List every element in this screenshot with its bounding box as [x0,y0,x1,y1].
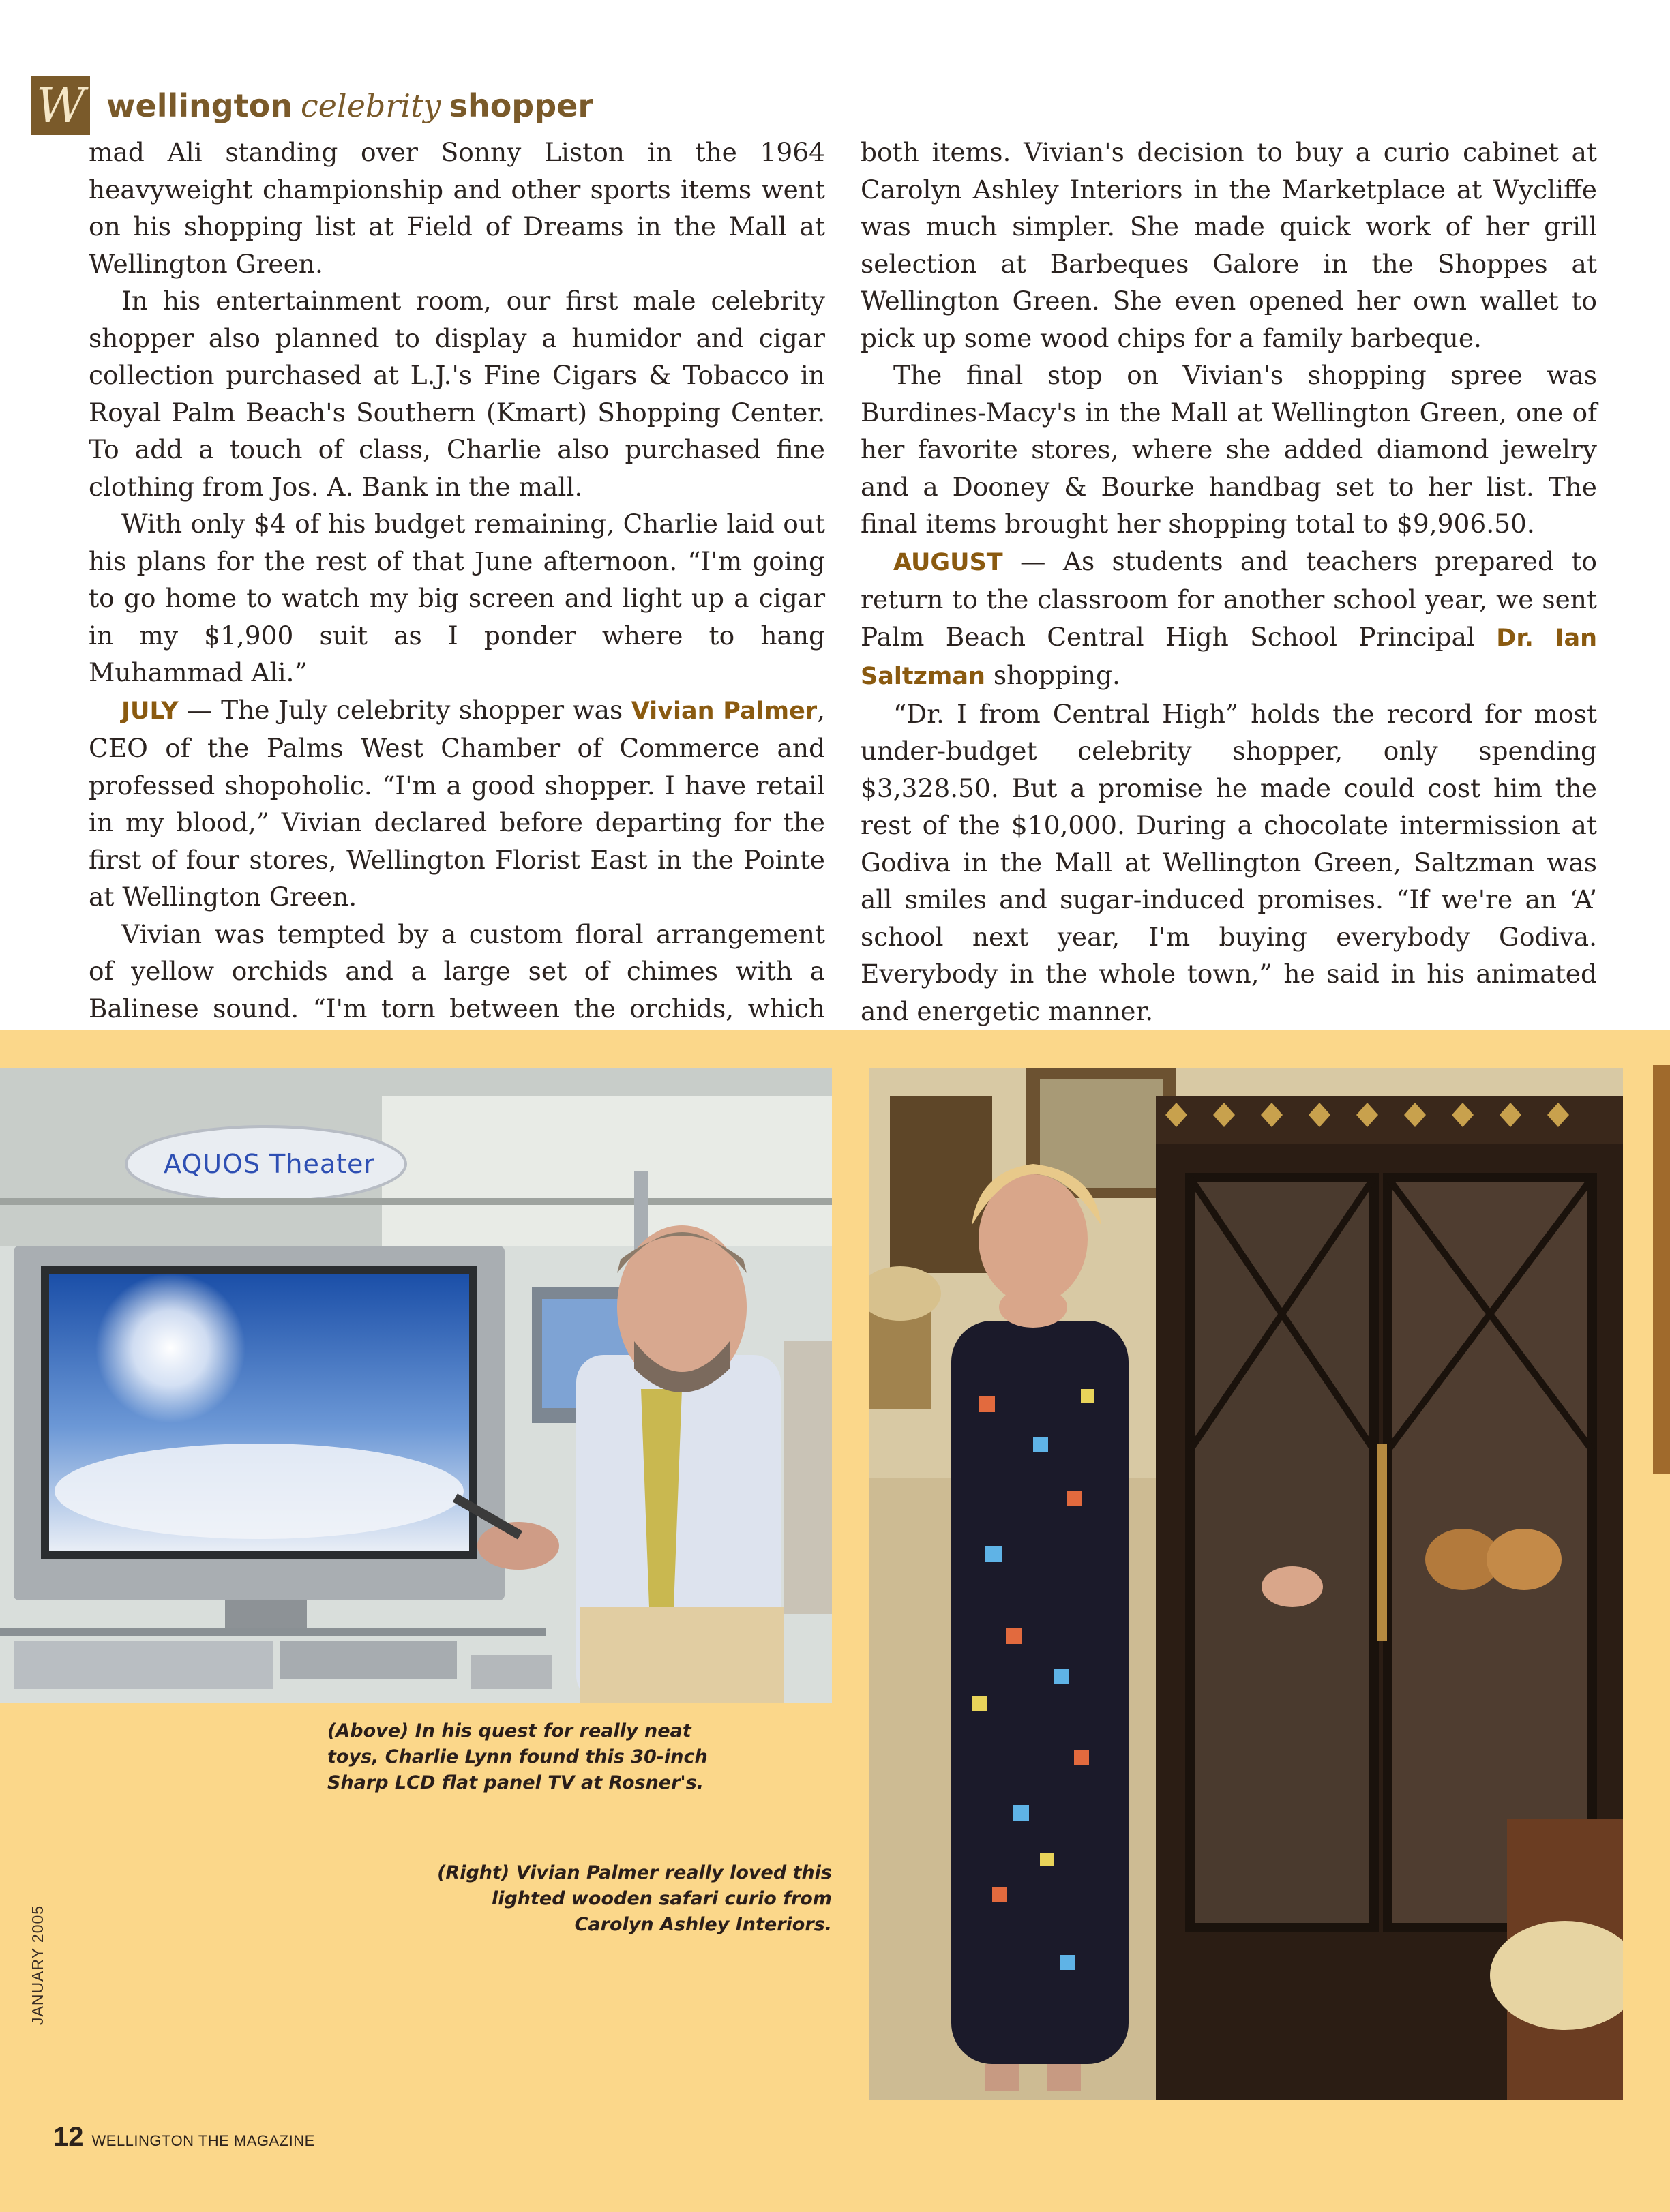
header-title-part2: celebrity [301,87,441,124]
paragraph: both items. Vivian's decision to buy a curio cabinet at Carolyn Ashley Interiors in the Marketplace at Wycliffe was much simpler. She made quick work of her grill selection at Barbeques Galore in the Shoppes at Wellington Green. She even opened her own wallet to pick up some wood chips for a family barbeque. [861,137,1597,353]
caption-above: (Above) In his quest for really neat toys, Charlie Lynn found this 30-inch Sharp LCD flat panel TV at Rosner's. [327,1720,708,1793]
photo-charlie-tv-illustration [0,1068,832,1703]
page-footer [53,2122,315,2153]
section-header [31,75,593,136]
issue-date: JANUARY 2005 [29,1904,46,2025]
magazine-name: WELLINGTON THE MAGAZINE [91,2132,315,2149]
photo-vivian-curio-illustration [869,1068,1623,2100]
paragraph: mad Ali standing over Sonny Liston in the 1964 heavyweight championship and other sports items went on his shopping list at Field of Dreams in the Mall at Wellington Green. [89,137,825,279]
header-title-part3: shopper [449,87,594,124]
paragraph-july [89,691,825,916]
month-keyword: JULY [121,697,179,725]
photo-edge-partial [1653,1065,1670,1474]
paragraph: “Dr. I from Central High” holds the record for most under-budget celebrity shopper, only spending $3,328.50. But a promise he made could cost him the rest of the $10,000. During a chocolate intermission at Godiva in the Mall at Wellington Green, Saltzman was all smiles and sugar-induced promises. “If we're an ‘A’ school next year, I'm buying everybody Godiva. Everybody in the whole town,” he said in his animated and energetic manner. [861,698,1597,1026]
text-run: — As students and teachers prepared to return to the classroom for another school year, we sent Palm Beach Central High School Principal [861,545,1597,652]
celebrity-name: Vivian Palmer [631,697,818,725]
paragraph: Vivian was tempted by a custom floral arrangement of yellow orchids and a large set of chimes with a Balinese sound. “I'm torn between the orchids, which [89,918,825,1023]
wellington-logo-icon: W [31,76,90,135]
celebrity-name: Dr. Ian Saltzman [861,624,1597,690]
photo-charlie-tv [0,1068,832,1703]
paragraph: The final stop on Vivian's shopping spree was Burdines-Macy's in the Mall at Wellington Green, one of her favorite stores, where she added diamond jewelry and a Dooney & Bourke handbag set to her list. The final items brought her shopping total to $9,906.50. [861,360,1597,539]
header-title-part1: wellington [106,87,293,124]
text-run: shopping. [985,660,1120,690]
month-keyword: AUGUST [893,548,1003,576]
article-column-right [861,134,1597,1104]
tv-sign-label: AQUOS Theater [164,1149,376,1179]
text-run: , CEO of the Palms West Chamber of Commerce and professed shopoholic. “I'm a good shopper. I have retail in my blood,” Vivian declared before departing for the first of four stores, Wellington Florist East in the Pointe at Wellington Green. [89,694,825,912]
paragraph: With only $4 of his budget remaining, Charlie laid out his plans for the rest of that June afternoon. “I'm going to go home to watch my big screen and light up a cigar in my $1,900 suit as I ponder where to hang Muhammad Ali.” [89,509,825,687]
page-number: 12 [53,2122,84,2152]
article-column-left [89,134,825,1176]
paragraph-august [861,543,1597,696]
caption-right: (Right) Vivian Palmer really loved this lighted wooden safari curio from Carolyn Ashley Interiors. [437,1862,832,1935]
text-run: — The July celebrity shopper was [178,694,631,725]
paragraph: In his entertainment room, our first male celebrity shopper also planned to display a humidor and cigar collection purchased at L.J.'s Fine Cigars & Tobacco in Royal Palm Beach's Southern (Kmart) Shopping Center. To add a touch of class, Charlie also purchased fine clothing from Jos. A. Bank in the mall. [89,286,825,502]
photo-vivian-curio [869,1068,1623,2100]
